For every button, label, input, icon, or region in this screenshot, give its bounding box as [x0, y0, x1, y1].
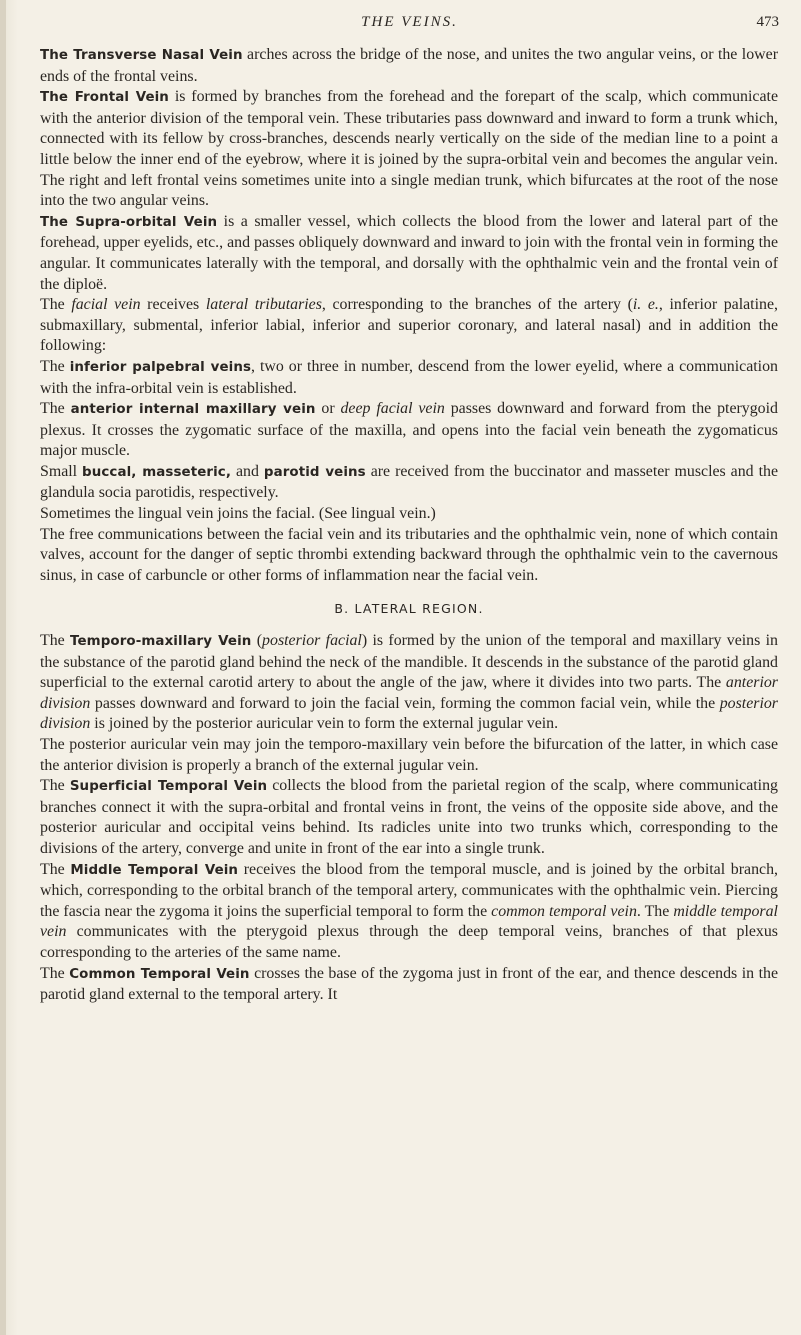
paragraph-anterior-internal-maxillary-vein: The anterior internal maxillary vein or deep facial vein passes downward and forward from the pterygoid plexus. It crosses the zygomatic surface of the maxilla, and opens into the facial vein beneath the zygomaticus major muscle. — [40, 400, 778, 460]
paragraph-small-veins: Small buccal, masseteric, and parotid veins are received from the buccinator and masseter muscles and the glandula socia parotidis, respectively. — [40, 462, 779, 502]
term-inferior-palpebral-veins: inferior palpebral veins — [69, 359, 252, 375]
term-supra-orbital-vein: The Supra-orbital Vein — [40, 214, 218, 230]
paragraph-facial-vein: The facial vein receives lateral tributaries, corresponding to the branches of the artery (i. e., inferior palatine, submaxillary, submental, inferior labial, inferior and superior coronary, and lateral nasal) and in addition the following: — [40, 296, 778, 355]
body-text — [40, 45, 778, 1006]
paragraph-posterior-auricular-vein: The posterior auricular vein may join the temporo-maxillary vein before the bifurcation of the latter, in which case the anterior division is properly a branch of the external jugular vein. — [40, 736, 778, 774]
term-parotid-veins: parotid veins — [263, 464, 366, 480]
paragraph-communications: The free communications between the facial vein and its tributaries and the ophthalmic vein, none of which contain valves, account for the danger of septic thrombi extending backward through the ophthalmic vein to the cavernous sinus, in case of carbuncle or other forms of inflammation near the facial vein. — [40, 525, 778, 584]
paragraph-supra-orbital-vein: The Supra-orbital Vein is a smaller vessel, which collects the blood from the lower and lateral part of the forehead, upper eyelids, etc., and passes obliquely downward and inward to join with the frontal vein in forming the angular. It communicates laterally with the temporal, and dorsally with the ophthalmic vein and the frontal vein of the diploë. — [40, 212, 779, 293]
running-head: THE VEINS. — [361, 14, 458, 30]
paragraph-temporo-maxillary-vein: The Temporo-maxillary Vein (posterior facial) is formed by the union of the temporal and maxillary veins in the substance of the parotid gland behind the neck of the mandible. It descends in the substance of the parotid gland superficial to the external carotid artery to about the angle of the jaw, where it divides into two parts. The anterior division passes downward and forward to join the facial vein, forming the common facial vein, while the posterior division is joined by the posterior auricular vein to form the external jugular vein. — [40, 632, 778, 733]
paragraph-superficial-temporal-vein: The Superficial Temporal Vein collects the blood from the parietal region of the scalp, where communicating branches connect it with the supra-orbital and frontal veins in front, the veins of the opposite side above, and the posterior auricular and occipital veins behind. Its radicles unite into two trunks which, corresponding to the divisions of the artery, converge and unite in front of the ear into a single trunk. — [40, 777, 778, 857]
term-common-temporal-vein: Common Temporal Vein — [69, 966, 250, 982]
paragraph-common-temporal-vein: The Common Temporal Vein crosses the base of the zygoma just in front of the ear, and thence descends in the parotid gland external to the temporal artery. It — [40, 964, 779, 1004]
term-middle-temporal-vein: Middle Temporal Vein — [70, 862, 239, 878]
page-binding-edge — [0, 0, 6, 1335]
term-superficial-temporal-vein: Superficial Temporal Vein — [69, 779, 268, 795]
section-heading-lateral-region: B. LATERAL REGION. — [334, 601, 484, 617]
page-header — [40, 14, 779, 36]
page-number: 473 — [756, 14, 779, 30]
term-temporo-maxillary-vein: Temporo-maxillary Vein — [70, 634, 252, 650]
term-frontal-vein: The Frontal Vein — [40, 90, 169, 106]
paragraph-middle-temporal-vein: The Middle Temporal Vein receives the blood from the temporal muscle, and is joined by the orbital branch, which, corresponding to the orbital branch of the temporal artery, communicates with the ophthalmic vein. Piercing the fascia near the zygoma it joins the superficial temporal to form the common temporal vein. The middle temporal vein communicates with the pterygoid plexus through the deep temporal veins, branches of that plexus corresponding to the arteries of the same name. — [40, 860, 778, 961]
term-transverse-nasal-vein: The Transverse Nasal Vein — [40, 48, 243, 63]
paragraph-frontal-vein: The Frontal Vein is formed by branches from the forehead and the forepart of the scalp, which communicate with the anterior division of the temporal vein. These tributaries pass downward and inward to form a trunk which, connected with its fellow by cross-branches, descends nearly vertically on the side of the median line to a point a little below the inner end of the eyebrow, where it is joined by the supra-orbital vein and becomes the angular vein. The right and left frontal veins sometimes unite into a single median trunk, which bifurcates at the root of the nose into the two angular veins. — [40, 88, 778, 210]
term-anterior-internal-maxillary-vein: anterior internal maxillary vein — [70, 402, 316, 418]
paragraph-inferior-palpebral-veins: The inferior palpebral veins, two or three in number, descend from the lower eyelid, where a communication with the infra-orbital vein is established. — [40, 357, 778, 397]
paragraph-transverse-nasal-vein: The Transverse Nasal Vein arches across the bridge of the nose, and unites the two angular veins, or the lower ends of the frontal veins. — [40, 46, 778, 85]
term-buccal-masseteric: buccal, masseteric, — [82, 464, 232, 480]
paragraph-lingual-note: Sometimes the lingual vein joins the facial. (See lingual vein.) — [40, 505, 436, 523]
